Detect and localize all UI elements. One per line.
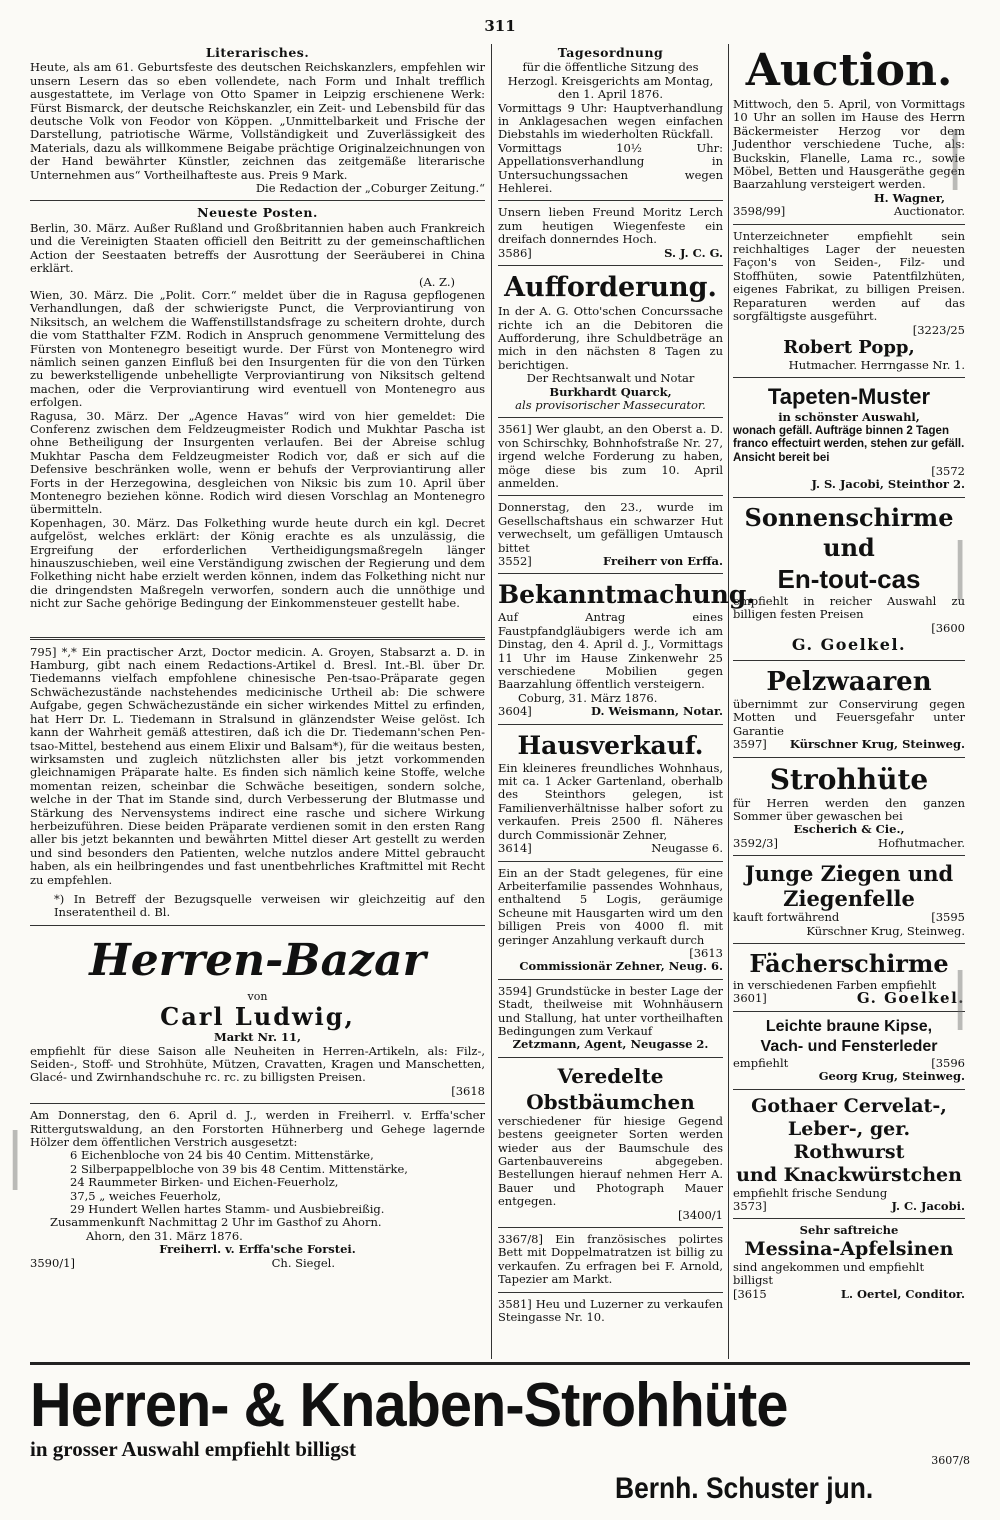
divider — [498, 724, 723, 725]
sausage-heading: Gothaer Cervelat-, — [751, 1094, 947, 1117]
divider — [30, 637, 485, 640]
pencil-mark: | — [950, 961, 971, 1031]
forestry-list — [30, 1149, 485, 1216]
literary-signature: Die Redaction der „Coburger Zeitung.“ — [255, 181, 485, 196]
forestry-item: 24 Raummeter Birken- und Eichen-Feuerholz, — [70, 1175, 339, 1190]
summons-heading: Aufforderung. — [504, 272, 717, 304]
bazar-number: [3618 — [451, 1083, 485, 1098]
divider — [498, 573, 723, 574]
hat-signature: Freiherr von Erffa. — [603, 554, 723, 568]
goats-heading: Junge Ziegen und — [744, 861, 954, 887]
bazar-address: Markt Nr. 11, — [213, 1030, 302, 1045]
straw-hats-role: Hofhutmacher. — [878, 835, 965, 850]
hat-number: 3552] — [498, 554, 532, 568]
auction-footer — [733, 205, 965, 218]
pencil-mark: | — [945, 121, 966, 191]
forestry-item: 6 Eichenbloche von 24 bis 40 Centim. Mittenstärke, — [70, 1148, 374, 1163]
parasol-heading2: En-tout-cas — [777, 563, 921, 594]
forestry-item: 29 Hundert Wellen hartes Stamm- und Ausbiebreißig. — [70, 1202, 385, 1217]
divider — [498, 1057, 723, 1058]
sausage-heading3: und Knackwürstchen — [736, 1163, 962, 1186]
news-kopenhagen: Kopenhagen, 30. März. Das Folkething wurde heute durch ein kgl. Decret aufgelöst, welches erklärt: der König erachte es als unzulässig, die Ergreifung der erforderlichen Vertheidigungsmaßregeln länger hinauszuschieben, weil eine Verständigung zwischen der Regierung und dem Folkething nicht habe erzielt werden können, indem das Folkething nicht nur die dringendsten Maßregeln verworfen, sondern auch die unnöthige und nicht zur Sache gehörige Bedingung der Einkommensteuer gestellt habe. — [30, 515, 485, 611]
forestry-number: 3590/1] — [30, 1255, 75, 1270]
news-heading: Neueste Posten. — [197, 205, 318, 221]
divider — [733, 855, 965, 856]
hatter-name: Robert Popp, — [783, 336, 915, 358]
divider — [30, 200, 485, 201]
physician-footnote: *) In Betreff der Bezugsquelle verweisen wir gleichzeitig auf den Inseratentheil d. Bl. — [54, 891, 485, 920]
divider — [498, 265, 723, 266]
bazar-text: empfiehlt für diese Saison alle Neuheiten in Herren-Artikeln, als: Filz-, Seiden-, Stoff- und Strohhüte, Mützen, Cravatten, Kragen und Manschetten, Glacé- und Zwirnhandschuhe rc. rc. zu billigsten Preisen. — [30, 1043, 485, 1085]
forestry-footer — [30, 1257, 485, 1270]
auction-role: Auctionator. — [893, 204, 965, 219]
hay-sale-text: 3581] Heu und Luzerner zu verkaufen Steingasse Nr. 10. — [498, 1296, 723, 1325]
footer-subtitle: in grosser Auswahl empfiehlt billigst — [30, 1437, 356, 1461]
forestry-intro: Am Donnerstag, den 6. April d. J., werden in Freiherrl. v. Erffa'scher Rittergutswaldung, an den Forstorten Hühnerberg und Gehege lagernde Hölzer dem öffentlichen Verstrich ausgesetzt: — [30, 1108, 485, 1150]
divider — [498, 861, 723, 862]
parasol-text: empfiehlt in reicher Auswahl zu billigen festen Preisen — [733, 593, 965, 622]
physician-article: 795] *,* Ein practischer Arzt, Doctor medicin. A. Groyen, Stabsarzt a. D. in Hamburg, gibt nach einem Redactions-Artikel d. Bresl. Int.-Bl. über Dr. Tiedemanns vielfach empfohlene chinesische Pen-tsao-Präparate gegen Schwächezustände nachstehendes medicinische Urtheil ab: Die schwere Aufgabe, gegen Schwächezustände ein sicher wirkendes Mittel zu erfinden, hat Herr Dr. L. Tiedemann in Stralsund in glänzendster Weise gelöst. Ich kann der Wahrheit gemäß attestiren, daß ich die Dr. Tiedemann'schen Pen-tsao-Mittel, bestehend aus einem Elixir und Balsam*), für die weitaus besten, wirksamsten und zugleich nützlichsten aller bis jetzt vorkommenden gleichnamigen Präparate halte. Es finden sich nämlich keine Stoffe, welche momentan reizen, scheinbar die Schwäche beseitigen, sondern solche, welche in der That im Stande sind, durch Verbesserung der Blutmasse und Stärkung des Nervensystems indirect eine rasche und sichere Wirkung herbeizuführen. Diese beiden Präparate verdienen somit in den ersten Rang aller bis jetzt bekannten und bewährten Mittel dieser Art gestellt zu werden und sind besonders den Patienten, welche nutzlos andere Mittel gebraucht haben, als ein heilbringendes und fast unentbehrliches Kraftmittel mit Recht zu empfehlen. — [30, 644, 485, 887]
goats-signature: Kürschner Krug, Steinweg. — [806, 923, 965, 938]
leather-signature: Georg Krug, Steinweg. — [818, 1069, 965, 1084]
house-sale-text: Ein kleineres freundliches Wohnhaus, mit ca. 1 Acker Gartenland, oberhalb des Steinthors gelegen, ist Familienverhältnisse halber sofort zu verkaufen. Preis 2500 fl. Näheres durch Commissionär Zehner, — [498, 760, 723, 842]
birthday-footer — [498, 247, 723, 260]
straw-hats-footer — [733, 837, 965, 850]
announcement-number: 3604] — [498, 704, 532, 719]
divider — [733, 660, 965, 661]
divider — [30, 925, 485, 926]
divider — [733, 1089, 965, 1090]
forestry-item: 2 Silberpappelbloche von 39 bis 48 Centim. Mittenstärke, — [70, 1161, 408, 1176]
news-wien: Wien, 30. März. Die „Polit. Corr.“ meldet über die in Ragusa gepflogenen Verhandlungen, daß der schwierigste Punct, die Verproviantirung von Niksitsch, an welchem die Waffenstillstandsfrage zu scheitern drohte, durch die vom Statthalter FZM. Rodich in Anspruch genommene Vermittelung des Fürsten von Montenegro beseitigt wurde. Der Fürst von Montenegro wird nämlich seinen ganzen Einfluß bei den Insurgenten für die von den Türken zu bewerkstelligende unbehelligte Verproviantirung von Niksitsch geltend machen, oder die Verproviantirung wird eventuell von Montenegro aus erfolgen. — [30, 287, 485, 410]
column-right — [733, 44, 965, 1301]
announcement-date: Coburg, 31. März 1876. — [518, 690, 658, 705]
footer-advert — [30, 1362, 970, 1505]
oranges-number: [3615 — [733, 1286, 767, 1301]
goats-number: [3595 — [931, 910, 965, 925]
hatter-number: [3223/25 — [912, 322, 965, 337]
divider — [733, 757, 965, 758]
wallpaper-number: [3572 — [931, 463, 965, 478]
column-divider — [491, 44, 492, 1359]
forestry-signature: Freiherrl. v. Erffa'sche Forstei. — [159, 1242, 356, 1257]
auction-text: Mittwoch, den 5. April, von Vormittags 10 Uhr an sollen im Hause des Herrn Bäckermeister Herzog vor dem Judenthor verschiedene Tuche, als: Buckskin, Flanelle, Lama rc., sowie Möbel, Betten und Hausgeräthe gegen Baarzahlung versteigert werden. — [733, 97, 965, 192]
straw-hats-heading: Strohhüte — [769, 762, 929, 796]
auction-heading: Auction. — [745, 45, 953, 96]
bazar-name: Carl Ludwig, — [160, 1002, 355, 1032]
furs-footer — [733, 738, 965, 751]
divider — [498, 1227, 723, 1228]
announcement-signature: D. Weismann, Notar. — [590, 704, 723, 719]
divider — [498, 200, 723, 201]
bed-sale-text: 3367/8] Ein französisches polirtes Bett mit Doppelmatratzen ist billig zu verkaufen. Zu erfragen bei F. Arnold, Tapezier am Markt. — [498, 1232, 723, 1287]
oranges-pretitle: Sehr saftreiche — [799, 1223, 899, 1238]
fruit-trees-number: [3400/1 — [678, 1207, 723, 1222]
footer-signature: Bernh. Schuster jun. — [615, 1472, 874, 1505]
auction-number: 3598/99] — [733, 204, 786, 219]
divider — [30, 1362, 970, 1365]
oranges-heading: Messina-Apfelsinen — [744, 1237, 954, 1260]
parasol-heading: Sonnenschirme und — [744, 502, 954, 562]
parasol-signature: G. Goelkel. — [791, 634, 907, 654]
agenda-heading: Tagesordnung — [557, 45, 664, 60]
announcement-footer — [498, 705, 723, 718]
divider — [733, 943, 965, 944]
sausage-signature: J. C. Jacobi. — [891, 1199, 965, 1214]
fan-parasol-signature: G. Goelkel. — [856, 989, 965, 1008]
leather-text: empfiehlt — [733, 1055, 789, 1070]
sausage-text: empfiehlt frische Sendung — [733, 1185, 888, 1200]
birthday-number: 3586] — [498, 245, 532, 260]
news-ragusa: Ragusa, 30. März. Der „Agence Havas“ wird von hier gemeldet: Die Conferenz zwischen dem Feldzeugmeister Rodich und Mukhtar Pascha ist ohne Betheiligung der Insurgenten verlaufen. Bei der Abreise schlug Mukhtar Pascha dem Feldzeugmeister Rodich vor, daß er sich auf die Defensive beschränken wolle, wenn er behufs der Verproviantirung aller Forts in der Herzegowina, desgleichen von Niksic bis zum 10. April über Montenegro beziehen könne. Rodich wird diesen Vorschlag an Montenegro übermitteln. — [30, 408, 485, 517]
fan-parasol-heading: Fächerschirme — [749, 949, 949, 979]
wallpaper-signature: J. S. Jacobi, Steinthor 2. — [811, 477, 965, 492]
literary-text: Heute, als am 61. Geburtsfeste des deutschen Reichskanzlers, empfehlen wir unsern Lesern das so eben vollendete, nach Form und Inhalt trefflich ausgestattete, im Verlage von Otto Spamer in Leipzig erschienene Werk: Fürst Bismarck, der deutsche Reichskanzler, ein Zeit- und Lebensbild für das deutsche Volk von Feodor von Köppen. „Unmittelbarkeit und Frische der Darstellung, patriotische Wärme, Vollständigkeit und Zuverlässigkeit des Materials, dazu als willkommene Beigabe prächtige Originalzeichnungen von der Hand bewährter Künstler, zeichnen das zeitgemäße literarische Unternehmen aus“ Vortheilhafteste aus. Preis 9 Mark. — [30, 60, 485, 182]
goats-heading2: Ziegenfelle — [783, 886, 915, 912]
divider — [733, 377, 965, 378]
divider — [733, 1218, 965, 1219]
fan-parasol-number: 3601] — [733, 991, 767, 1006]
divider — [733, 1011, 965, 1012]
divider — [733, 497, 965, 498]
furs-text: übernimmt zur Conservirung gegen Motten und Feuersgefahr unter Garantie — [733, 696, 965, 738]
straw-hats-number: 3592/3] — [733, 835, 778, 850]
wallpaper-text: wonach gefäll. Aufträge binnen 2 Tagen franco effectuirt werden, stehen zur gefäll. Ansicht bereit bei — [733, 424, 965, 464]
news-berlin-source: (A. Z.) — [418, 274, 455, 289]
sausage-footer — [733, 1200, 965, 1213]
forestry-item: 37,5 „ weiches Feuerholz, — [70, 1188, 221, 1203]
property-signature: Zetzmann, Agent, Neugasse 2. — [512, 1037, 709, 1052]
forestry-meeting: Zusammenkunft Nachmittag 2 Uhr im Gasthof zu Ahorn. — [50, 1215, 382, 1230]
wallpaper-heading: Tapeten-Muster — [767, 384, 931, 410]
pencil-mark: | — [950, 531, 971, 601]
leather-heading2: Vach- und Fensterleder — [760, 1037, 938, 1055]
leather-line — [733, 1057, 965, 1070]
straw-hats-text: für Herren werden den ganzen Sommer über gewaschen bei — [733, 795, 965, 823]
house-sale-address: Neugasse 6. — [651, 841, 723, 856]
page-number: 311 — [484, 17, 516, 35]
divider — [498, 495, 723, 496]
forestry-seal: Ch. Siegel. — [271, 1255, 335, 1270]
birthday-signature: S. J. C. G. — [664, 245, 723, 260]
parasol-number: [3600 — [931, 620, 965, 635]
announcement-text: Auf Antrag eines Faustpfandgläubigers werde ich am Dinstag, den 4. April d. J., Vormittags 11 Uhr im Hause Zinkenwehr 25 verschiedene Mobilien gegen Baarzahlung öffentlich versteigern. — [498, 610, 723, 692]
divider — [498, 1292, 723, 1293]
fruit-trees-heading: Veredelte Obstbäumchen — [526, 1063, 695, 1114]
news-berlin: Berlin, 30. März. Außer Rußland und Großbritannien haben auch Frankreich und die Vereinigten Staaten officiell den Beitritt zu der gemeinschaftlichen Action der Seestaaten betreffs der Ausrottung der Seeräuberei in China erklärt. — [30, 220, 485, 276]
announcement-heading: Bekanntmachung. — [498, 580, 756, 610]
column-left — [30, 44, 485, 1270]
oranges-signature: L. Oertel, Conditor. — [840, 1286, 965, 1301]
fan-parasol-footer — [733, 989, 965, 1008]
oranges-text: sind angekommen und empfiehlt billigst — [733, 1259, 925, 1288]
sausage-heading2: Leber-, ger. Rothwurst — [787, 1117, 911, 1163]
house-sale-heading: Hausverkauf. — [517, 730, 704, 760]
forestry-date: Ahorn, den 31. März 1876. — [86, 1228, 243, 1243]
agenda-text: für die öffentliche Sitzung des Herzogl. Kreisgerichts am Montag, den 1. April 1876. — [507, 60, 714, 102]
leather-number: [3596 — [931, 1055, 965, 1070]
summons-role: Der Rechtsanwalt und Notar — [526, 371, 695, 386]
divider — [733, 224, 965, 225]
workers-house-signature: Commissionär Zehner, Neug. 6. — [519, 959, 723, 974]
goats-text: kauft fortwährend — [733, 910, 840, 925]
sausage-number: 3573] — [733, 1199, 767, 1214]
summons-text: In der A. G. Otto'schen Concurssache richte ich an die Debitoren die Aufforderung, ihre Schuldbeträge an mich in den nächsten 8 Tagen zu berichtigen. — [498, 304, 723, 372]
summons-role2: als provisorischer Massecurator. — [515, 397, 706, 412]
pencil-mark: | — [5, 1121, 26, 1191]
wallpaper-sub: in schönster Auswahl, — [778, 410, 920, 425]
workers-house-text: Ein an der Stadt gelegenes, für eine Arbeiterfamilie passendes Wohnhaus, enthaltend 5 Logis, geräumige Scheune mit Hausgarten wird um den billigen Preis von 4000 fl. mit geringer Anzahlung verkauft durch — [498, 865, 723, 947]
birthday-greeting: Unsern lieben Freund Moritz Lerch zum heutigen Wiegenfeste ein dreifach donnerndes Hoch. — [498, 205, 723, 247]
hatter-text: Unterzeichneter empfiehlt sein reichhaltiges Lager der neuesten Façon's von Seiden-, Filz- und Stoffhüten, sowie Patentfilzhüten, eigenes Fabrikat, zu billigen Preisen. Reparaturen werden auf das sorgfältigste ausgeführt. — [733, 228, 965, 324]
column-divider — [728, 44, 729, 1359]
fan-parasol-text: in verschiedenen Farben empfiehlt — [733, 978, 937, 993]
furs-number: 3597] — [733, 737, 767, 752]
bazar-von: von — [247, 989, 268, 1003]
property-text: 3594] Grundstücke in bester Lage der Stadt, theilweise mit Wohnhäusern und Stallung, hat unter vortheilhaften Bedingungen zum Verkauf — [498, 983, 723, 1038]
leather-heading: Leichte braune Kipse, — [765, 1017, 933, 1035]
hat-footer — [498, 555, 723, 568]
house-sale-number: 3614] — [498, 841, 532, 856]
oranges-footer — [733, 1288, 965, 1301]
agenda-item: Vormittags 10½ Uhr: Appellationsverhandlung in Untersuchungssachen wegen Hehlerei. — [498, 140, 723, 196]
furs-signature: Kürschner Krug, Steinweg. — [789, 737, 965, 752]
goats-line — [733, 911, 965, 924]
colonel-notice: 3561] Wer glaubt, an den Oberst a. D. von Schirschky, Bohnhofstraße Nr. 27, irgend welche Forderung zu haben, möge diese bis zum 10. April anmelden. — [498, 422, 723, 490]
hat-notice: Donnerstag, den 23., wurde im Gesellschaftshaus ein schwarzer Hut verwechselt, um gefälligen Umtausch bittet — [498, 500, 723, 555]
fruit-trees-text: verschiedener für hiesige Gegend bestens geeigneter Sorten werden wieder aus der Baumschule des Gartenbauvereins abgegeben. Bestellungen hierauf nehmen Herr A. Bauer und Photograph Mauer entgegen. — [498, 1113, 723, 1209]
literary-heading: Literarisches. — [205, 45, 310, 60]
summons-name: Burkhardt Quarck, — [549, 384, 672, 399]
divider — [498, 979, 723, 980]
footer-banner: Herren- & Knaben-Strohhüte — [30, 1371, 788, 1440]
workers-house-number: [3613 — [689, 945, 723, 960]
agenda-item: Vormittags 9 Uhr: Hauptverhandlung in Anklagesachen wegen einfachen Diebstahls im wiederholten Rückfall. — [498, 100, 723, 142]
footer-number: 3607/8 — [931, 1454, 970, 1467]
divider — [30, 1103, 485, 1104]
furs-heading: Pelzwaaren — [766, 666, 932, 697]
bazar-title: Herren-Bazar — [89, 934, 426, 986]
house-sale-footer — [498, 842, 723, 855]
straw-hats-signature: Escherich & Cie., — [793, 822, 905, 837]
auction-signature: H. Wagner, — [873, 190, 945, 205]
hatter-address: Hutmacher. Herrngasse Nr. 1. — [788, 357, 965, 372]
divider — [498, 417, 723, 418]
